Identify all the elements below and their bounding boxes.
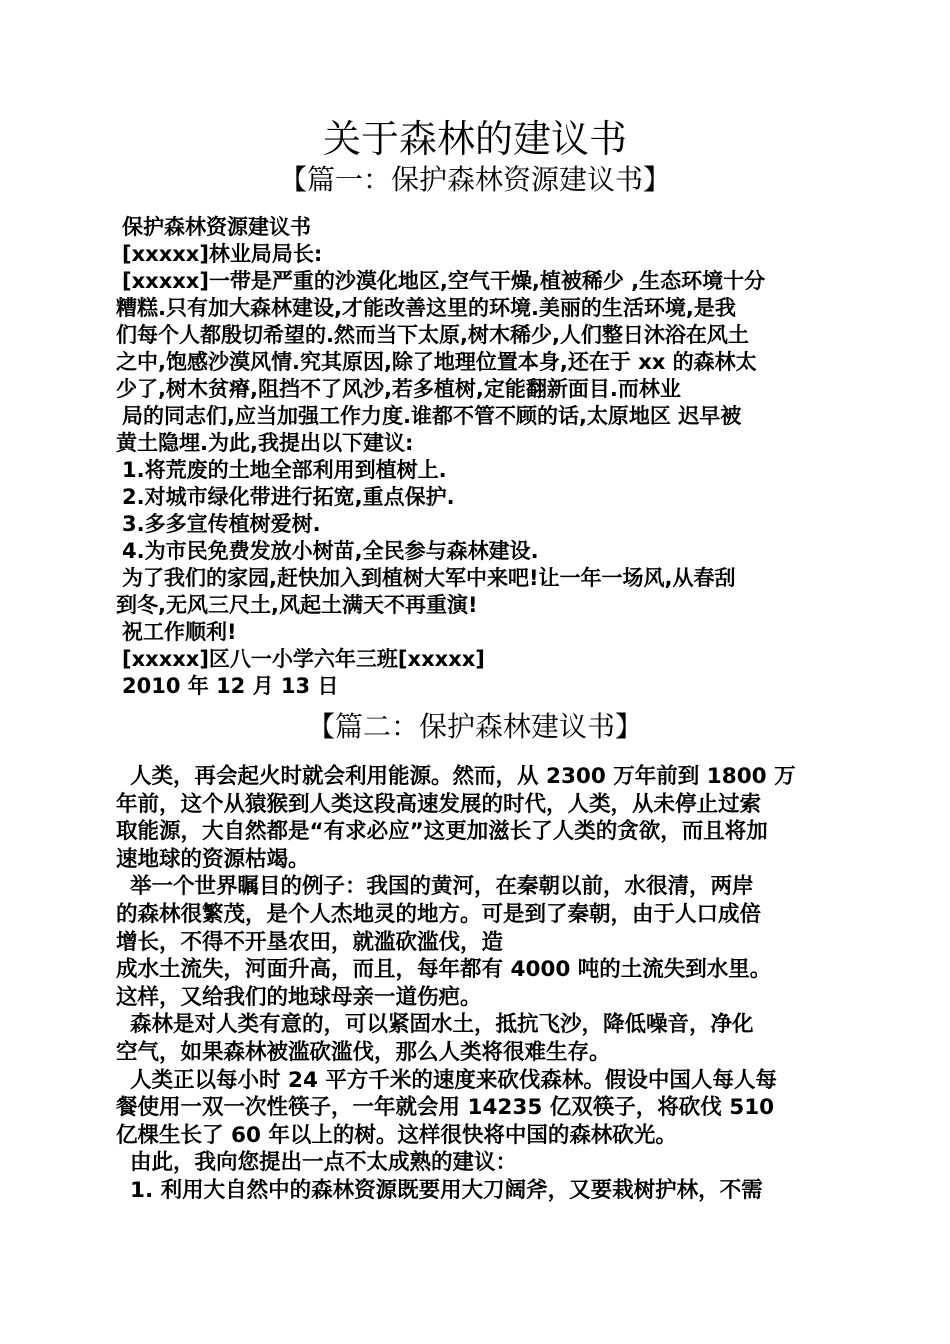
paragraph-line: [xxxxx]一带是严重的沙漠化地区,空气干燥,植被稀少 ,生态环境十分 [122,269,766,293]
paragraph-line: 成水土流失，河面升高，而且，每年都有 4000 吨的土流失到水里。 [116,957,772,983]
paragraph-line: 人类正以每小时 24 平方千米的速度来砍伐森林。假设中国人每人每 [130,1067,777,1093]
paragraph-line: 增长，不得不开垦农田，就滥砍滥伐，造 [116,929,504,955]
section1-heading: 【篇一：保护森林资源建议书】 [278,163,671,196]
list-item: 2.对城市绿化带进行拓宽,重点保护. [122,485,455,509]
paragraph-line: 少了,树木贫瘠,阻挡不了风沙,若多植树,定能翻新面目.而林业 [116,377,681,401]
paragraph-line: 糟糕.只有加大森林建设,才能改善这里的环境.美丽的生活环境,是我 [116,296,736,320]
section2-body [116,763,838,1205]
paragraph-line: 餐使用一双一次性筷子，一年就会用 14235 亿双筷子，将砍伐 510 [116,1095,775,1121]
paragraph-line: 黄土隐埋.为此,我提出以下建议: [116,431,414,455]
paragraph-line: 这样，又给我们的地球母亲一道伤疤。 [116,984,482,1010]
paragraph-line: 空气，如果森林被滥砍滥伐，那么人类将很难生存。 [116,1039,611,1065]
paragraph-line: 的森林很繁茂，是个人杰地灵的地方。可是到了秦朝，由于人口成倍 [116,901,762,927]
paragraph-line: 为了我们的家园,赶快加入到植树大军中来吧!让一年一场风,从春刮 [122,566,736,590]
paragraph-line: 们每个人都殷切希望的.然而当下太原,树木稀少,人们整日沐浴在风土 [116,323,749,347]
paragraph-line: 森林是对人类有意的，可以紧固水土，抵抗飞沙，降低噪音，净化 [130,1012,754,1038]
closing-line: 祝工作顺利! [122,620,237,644]
paragraph-line: 到冬,无风三尺土,风起土满天不再重演! [116,593,478,617]
paragraph-line: 人类，再会起火时就会利用能源。然而，从 2300 万年前到 1800 万 [130,764,796,789]
list-item: 1. 利用大自然中的森林资源既要用大刀阔斧，又要栽树护林，不需 [130,1177,763,1203]
list-item: 1.将荒废的土地全部利用到植树上. [122,458,447,482]
section2-heading: 【篇二：保护森林建议书】 [306,710,643,743]
paragraph-line: 速地球的资源枯竭。 [116,846,310,872]
paragraph-line: 之中,饱感沙漠风情.究其原因,除了地理位置本身,还在于 xx 的森林太 [116,350,757,374]
list-item: 4.为市民免费发放小树苗,全民参与森林建设. [122,539,539,563]
section1-body [116,214,836,700]
paragraph-line: 年前，这个从猿猴到人类这段高速发展的时代，人类，从未停止过索 [116,791,762,817]
list-item: 3.多多宣传植树爱树. [122,512,321,536]
paragraph-line: 取能源，大自然都是“有求必应”这更加滋长了人类的贪欲，而且将加 [116,819,768,845]
paragraph-line: 举一个世界瞩目的例子：我国的黄河，在秦朝以前，水很清，两岸 [130,874,754,900]
signature-line: [xxxxx]区八一小学六年三班[xxxxx] [122,647,485,671]
paragraph-line: [xxxxx]林业局局长: [122,242,323,266]
paragraph-line: 保护森林资源建议书 [122,215,311,239]
document-title: 关于森林的建议书 [322,117,627,161]
paragraph-line: 亿棵生长了 60 年以上的树。这样很快将中国的森林砍光。 [116,1122,677,1148]
paragraph-line: 由此，我向您提出一点不太成熟的建议： [130,1150,518,1176]
paragraph-line: 局的同志们,应当加强工作力度.谁都不管不顾的话,太原地区 迟早被 [122,404,742,428]
date-line: 2010 年 12 月 13 日 [122,674,339,698]
